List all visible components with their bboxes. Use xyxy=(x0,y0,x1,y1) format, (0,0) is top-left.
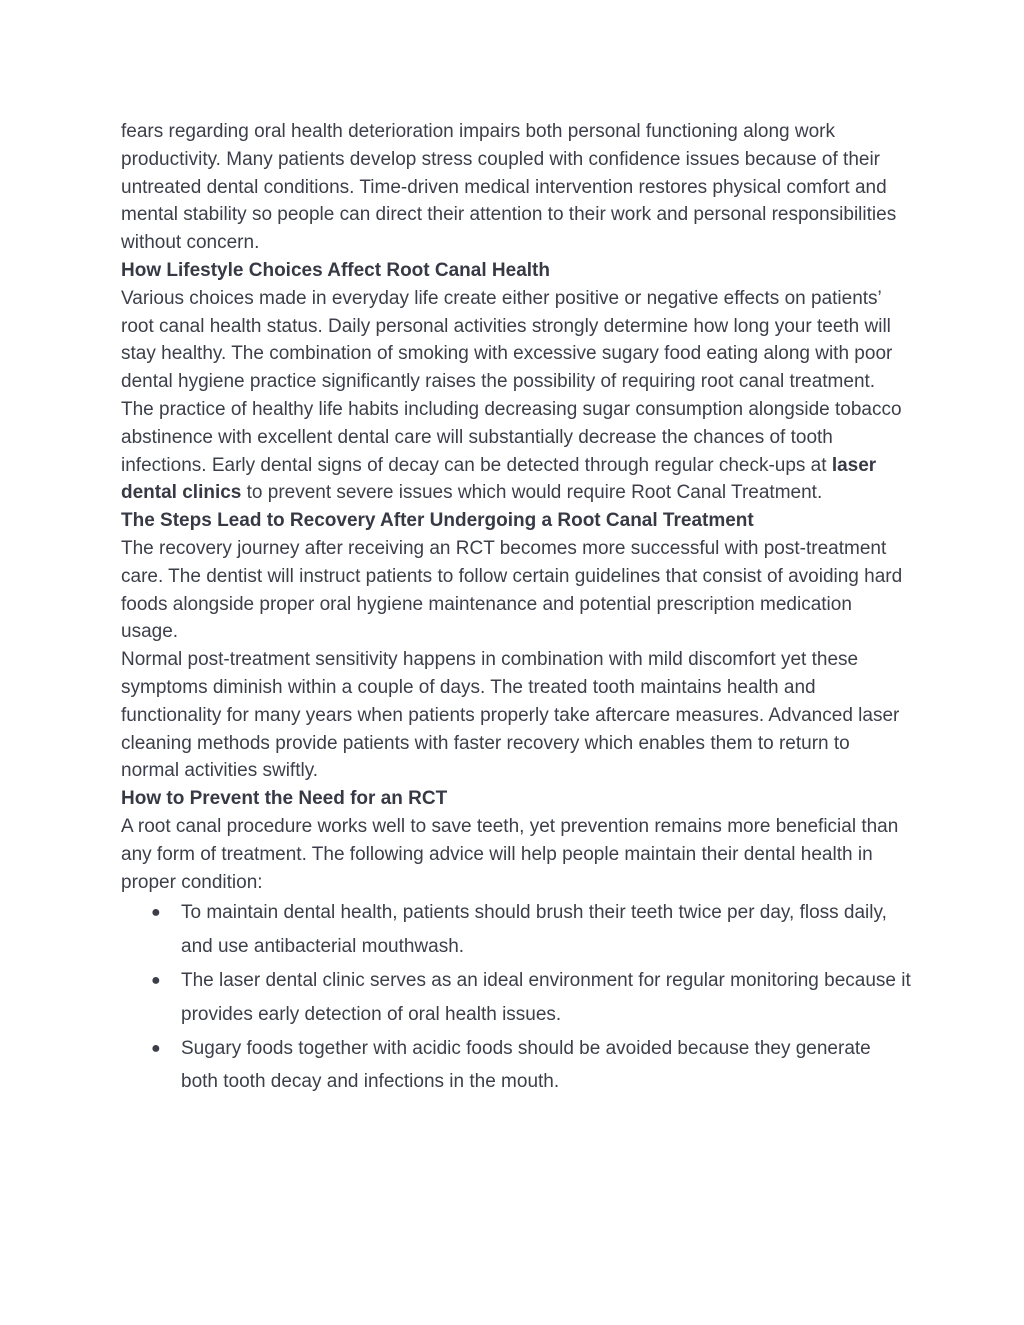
intro-paragraph: fears regarding oral health deterioration impairs both personal functioning along work productivity. Many patients develop stress coupled with confidence issues because of their untreated dental conditions. Time-driven medical intervention restores physical comfort and mental stability so people can direct their attention to their work and personal responsibilities without concern. xyxy=(121,121,897,254)
lifestyle-paragraph-2-text-start: The practice of healthy life habits including decreasing sugar consumption alongside tobacco abstinence with excellent dental care will substantially decrease the chances of tooth infections. Early dental signs of decay can be detected through regular check-ups at xyxy=(121,398,902,476)
recovery-paragraph-2: Normal post-treatment sensitivity happens in combination with mild discomfort yet these symptoms diminish within a couple of days. The treated tooth maintains health and functionality for many years when patients properly take aftercare measures. Advanced laser cleaning methods provide patients with faster recovery which enables them to return to normal activities swiftly. xyxy=(121,649,900,782)
lifestyle-paragraph-1: Various choices made in everyday life create either positive or negative effects on patients’ root canal health status. Daily personal activities strongly determine how long your teeth will stay healthy. The combination of smoking with excessive sugary food eating along with poor dental hygiene practice significantly raises the possibility of requiring root canal treatment. xyxy=(121,287,893,393)
lifestyle-paragraph-2 xyxy=(121,396,911,507)
document-page xyxy=(121,118,911,1099)
recovery-paragraph-1: The recovery journey after receiving an RCT becomes more successful with post-treatment care. The dentist will instruct patients to follow certain guidelines that consist of avoiding hard foods alongside proper oral hygiene maintenance and potential prescription medication usage. xyxy=(121,537,903,643)
list-item xyxy=(121,896,911,964)
prevent-heading: How to Prevent the Need for an RCT xyxy=(121,788,448,810)
list-item-text: The laser dental clinic serves as an ideal environment for regular monitoring because it provides early detection of oral health issues. xyxy=(181,969,911,1025)
prevent-paragraph: A root canal procedure works well to save teeth, yet prevention remains more beneficial than any form of treatment. The following advice will help people maintain their dental health in proper condition: xyxy=(121,815,899,893)
lifestyle-heading: How Lifestyle Choices Affect Root Canal Health xyxy=(121,259,550,281)
list-item xyxy=(121,1032,911,1100)
laser-dental-clinics-bold: laser dental clinics xyxy=(121,454,877,504)
lifestyle-paragraph-2-text-end: to prevent severe issues which would require Root Canal Treatment. xyxy=(241,482,823,504)
recovery-heading: The Steps Lead to Recovery After Undergoing a Root Canal Treatment xyxy=(121,510,754,532)
list-item xyxy=(121,964,911,1032)
list-item-text: Sugary foods together with acidic foods should be avoided because they generate both tooth decay and infections in the mouth. xyxy=(181,1037,871,1093)
bullet-icon: ● xyxy=(151,1039,161,1057)
list-item-text: To maintain dental health, patients should brush their teeth twice per day, floss daily, and use antibacterial mouthwash. xyxy=(181,902,887,958)
bullet-icon: ● xyxy=(151,971,161,989)
bullet-icon: ● xyxy=(151,904,161,922)
prevention-tips-list xyxy=(121,896,911,1099)
